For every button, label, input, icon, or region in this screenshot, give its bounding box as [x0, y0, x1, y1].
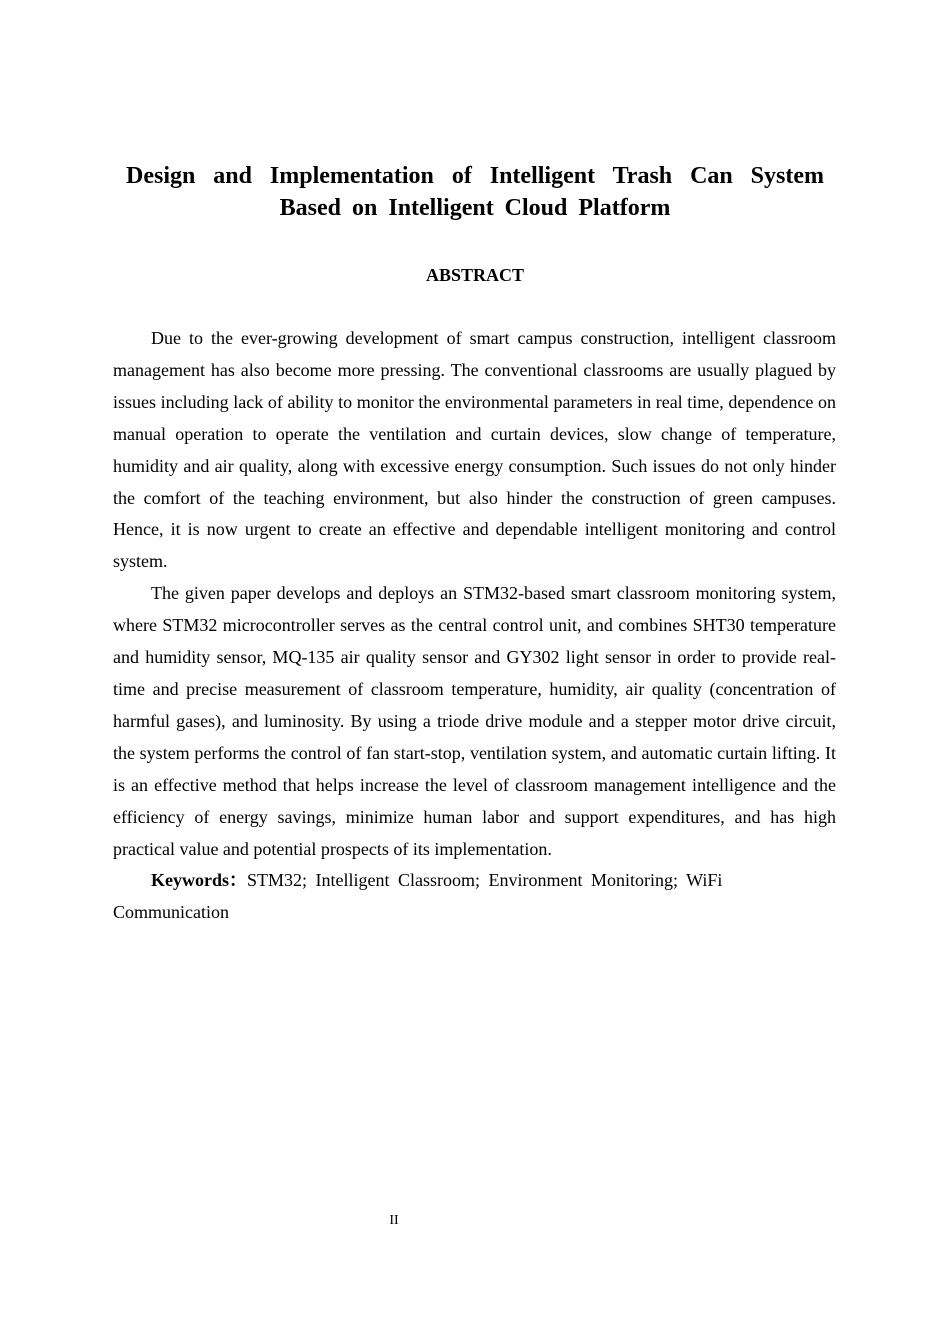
abstract-paragraph-2: The given paper develops and deploys an STM32-based smart classroom monitoring system, where STM32 microcontroller serves as the central control unit, and combines SHT30 temperature and humidity sensor, MQ-135 air quality sensor and GY302 light sensor in order to provide real-time and precise measurement of classroom temperature, humidity, air quality (concentration of harmful gases), and luminosity. By using a triode drive module and a stepper motor drive circuit, the system performs the control of fan start-stop, ventilation system, and automatic curtain lifting. It is an effective method that helps increase the level of classroom management intelligence and the efficiency of energy savings, minimize human labor and support expenditures, and has high practical value and potential prospects of its implementation.: [113, 583, 836, 859]
keywords-line: [113, 865, 836, 929]
keywords-label: Keywords：: [151, 870, 247, 891]
paper-title: Design and Implementation of Intelligent Trash Can System Based on Intelligent Cloud Platform: [126, 163, 824, 221]
abstract-body: [113, 323, 836, 929]
abstract-heading: ABSTRACT: [425, 265, 525, 285]
keywords-text: STM32; Intelligent Classroom; Environment Monitoring; WiFi Communication: [113, 870, 723, 923]
abstract-paragraph-1: Due to the ever-growing development of smart campus construction, intelligent classroom management has also become more pressing. The conventional classrooms are usually plagued by issues including lack of ability to monitor the environmental parameters in real time, dependence on manual operation to operate the ventilation and curtain devices, slow change of temperature, humidity and air quality, along with excessive energy consumption. Such issues do not only hinder the comfort of the teaching environment, but also hinder the construction of green campuses. Hence, it is now urgent to create an effective and dependable intelligent monitoring and control system.: [113, 328, 836, 572]
page-number: II: [389, 1213, 399, 1228]
